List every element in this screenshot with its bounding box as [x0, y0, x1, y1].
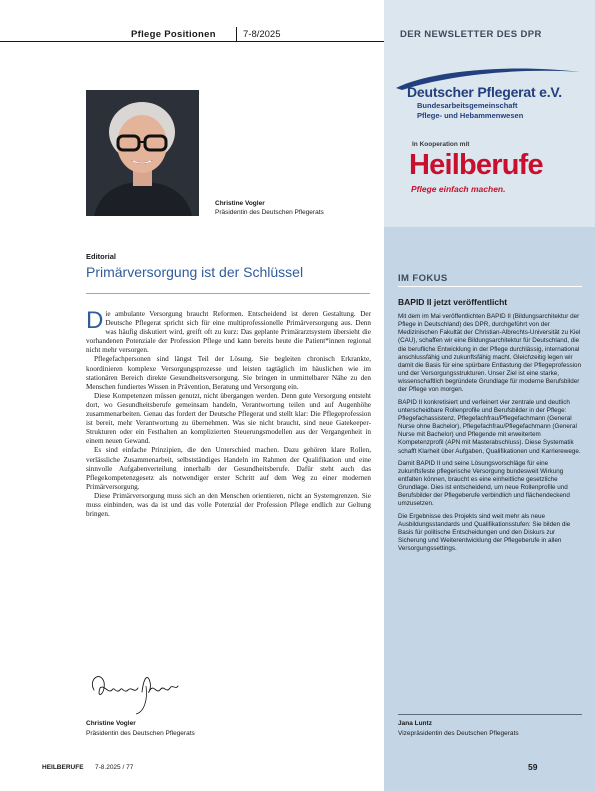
dpr-logo-subtitle-2: Pflege- und Hebammenwesen — [417, 111, 524, 120]
article-paragraph — [86, 307, 371, 355]
im-fokus-title: IM FOKUS — [398, 273, 448, 284]
im-fokus-author-role: Vizepräsidentin des Deutschen Pflegerats — [398, 730, 519, 737]
handwritten-signature — [86, 660, 186, 720]
author-portrait-photo — [86, 90, 199, 216]
article-paragraph: Es sind einfache Prinzipien, die den Unterschied machen. Dazu gehören klare Rollen, verlässliche Zusammenarbeit, selbstständiges Handeln im Rahmen der Qualifikation und eine sinnvolle Aufgabenverteilung innerhalb der Gesundheitsberufe. Dafür steht auch das Pflegekompetenzgesetz als notwendiger erster Schritt auf dem Weg zu einer modernen Primärversorgung. — [86, 446, 371, 491]
im-fokus-rule — [398, 286, 582, 287]
newsletter-title: DER NEWSLETTER DES DPR — [400, 29, 542, 40]
im-fokus-headline: BAPID II jetzt veröffentlicht — [398, 297, 508, 307]
photo-caption-role: Präsidentin des Deutschen Pflegerats — [215, 209, 324, 216]
author-role: Präsidentin des Deutschen Pflegerats — [86, 730, 195, 737]
footer-magazine: HEILBERUFE — [42, 764, 84, 771]
im-fokus-author-rule — [398, 714, 582, 715]
im-fokus-author-name: Jana Luntz — [398, 720, 432, 727]
im-fokus-paragraph: Damit BAPID II und seine Lösungsvorschläge für eine zukunftsfeste pflegerische Versorgung bundesweit Wirkung entfalten können, braucht es eine einheitliche gesetzliche Grundlage. Dies ist entscheidend, um neue Rollenprofile und Berufsbilder der Pflegeberufe verbindlich und flächendeckend umzusetzen. — [398, 459, 570, 508]
heilberufe-logo: Heilberufe — [409, 149, 543, 181]
header-rule — [0, 41, 384, 42]
article-body — [86, 307, 371, 519]
dpr-logo-subtitle-1: Bundesarbeitsgemeinschaft — [417, 101, 518, 110]
heilberufe-tagline: Pflege einfach machen. — [411, 184, 506, 194]
section-label: Editorial — [86, 252, 117, 261]
page-number: 59 — [528, 762, 538, 772]
article-title: Primärversorgung ist der Schlüssel — [86, 264, 304, 280]
photo-caption-name: Christine Vogler — [215, 200, 265, 207]
article-paragraph: Pflegefachpersonen sind längst Teil der Lösung. Sie begleiten chronisch Erkrankte, koordinieren komplexe Versorgungsprozesse und leisten tagtäglich im häuslichen wie im stationären Bereich direkte Gesundheitsversorgung. Sie bringen in unmittelbarer Nähe zu den Menschen fundiertes Wissen in Prävention, Beratung und Versorgung ein. — [86, 355, 371, 391]
article-first-paragraph-text: ie ambulante Versorgung braucht Reformen. Entscheidend ist deren Gestaltung. Der Deutsche Pflegerat spricht sich für eine multiprofessionelle Primärversorgung aus. Denn was häufig diskutiert wird, greift oft zu kurz: Das geplante Primärarztsystem übersieht die vorhandenen Potenziale der Profession Pflege und kann bereits heute die Patient*innen regional nicht mehr versorgen. — [86, 310, 371, 355]
im-fokus-paragraph: Mit dem im Mai veröffentlichten BAPID II (Bildungsarchitektur der Pflege in Deutschland) des DPR, durchgeführt von der Medizinischen Fakultät der Christian-Albrechts-Universität zu Kiel (CAU), schaffen wir eine Bildungsarchitektur für Deutschland, die die berufliche Entwicklung in der Pflege durchlässig, international anschlussfähig und zukunftsfähig macht. Gleichzeitig legen wir damit die Basis für eine spürbare Entlastung der Pflegeprofession und der Versorgungsstrukturen. Unser Ziel ist eine starke, wissenschaftlich begründete Grundlage für moderne Berufsbilder der Pflege von morgen. — [398, 313, 582, 394]
article-paragraph: Diese Primärversorgung muss sich an den Menschen orientieren, nicht an Systemgrenzen. Sie muss einbinden, was da ist und das volle Potenzial der Profession Pflege endlich zur Geltung bringen. — [86, 491, 371, 519]
cooperation-label: In Kooperation mit — [412, 141, 470, 148]
series-title: Pflege Positionen — [131, 29, 216, 40]
dpr-logo-name: Deutscher Pflegerat e.V. — [407, 84, 562, 100]
footer-issue: 7-8.2025 / 77 — [95, 764, 134, 771]
im-fokus-paragraph: Die Ergebnisse des Projekts sind weit mehr als neue Ausbildungsstandards und Qualifikationsstufen: Sie bilden die Basis für politische Entscheidungen und den Diskurs zur Sicherung und Weiterentwicklung der Pflegeberufe in allen Versorgungssettings. — [398, 512, 571, 553]
im-fokus-body — [398, 313, 584, 557]
article-paragraph: Diese Kompetenzen müssen genutzt, nicht übergangen werden. Denn gute Versorgung entsteht dort, wo Gesundheitsberufe gemeinsam handeln, Verantwortung teilen und auf Augenhöhe zusammenarbeiten. Genau das fordert der Deutsche Pflegerat und stellt klar: Die Pflegeprofession ist bereit, mehr Verantwortung zu übernehmen. Was sie nicht braucht, sind neue Gatekeeper-Strukturen oder ein Festhalten an komplizierten Steuerungsmodellen aus der Vergangenheit in einem neuen Gewand. — [86, 391, 371, 446]
im-fokus-paragraph: BAPID II konkretisiert und verfeinert vier zentrale und deutlich unterscheidbare Rollenprofile und Berufsbilder in der Pflege: Pflegefachassistenz, Pflegefachfrau/Pflegefachmann (General Nurse ohne Bachelor), Pflegefachfrau/Pflegefachmann (General Nurse mit Bachelor) und Pflegende mit erweitertem Kompetenzprofil (APN mit Masterabschluss). Diese Systematik schafft Klarheit über Aufgaben, Qualifikationen und Karrierewege. — [398, 398, 581, 455]
author-name: Christine Vogler — [86, 720, 136, 727]
title-rule — [86, 293, 370, 294]
issue-label: 7-8/2025 — [243, 29, 281, 40]
header-separator — [236, 27, 237, 41]
drop-cap: D — [86, 307, 104, 334]
